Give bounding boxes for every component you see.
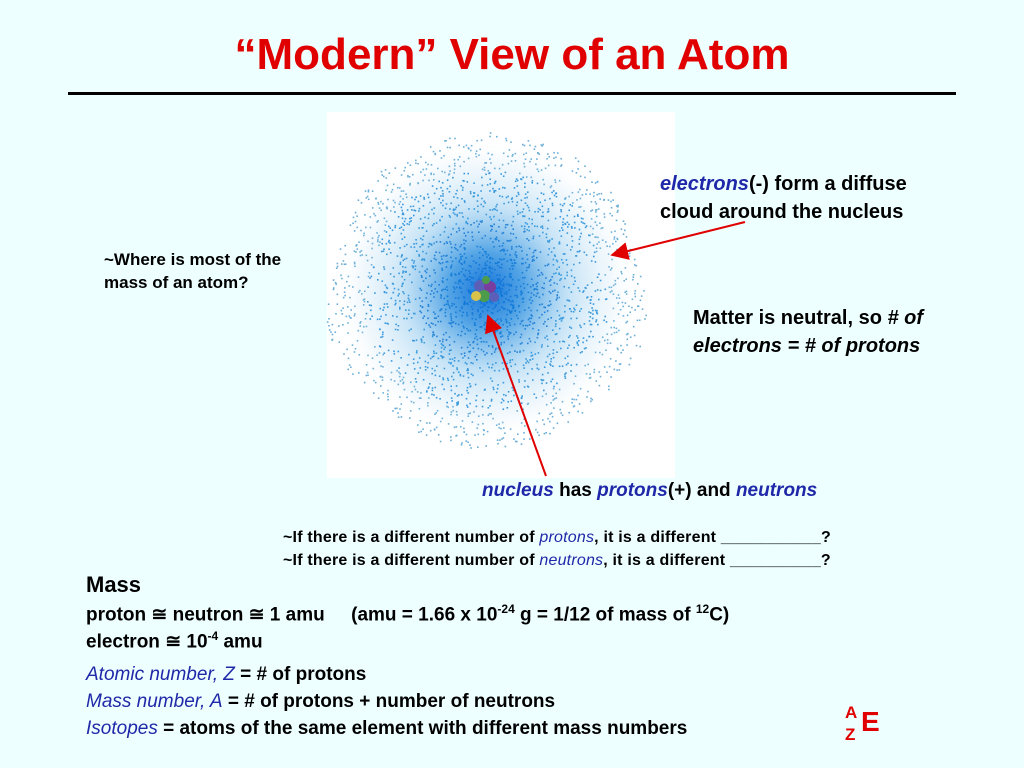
carbon-12-superscript: 12 <box>695 602 710 616</box>
cloud-dot <box>350 366 352 368</box>
neutral-note-text: Matter is neutral, so <box>693 307 888 329</box>
cloud-dot <box>582 412 584 414</box>
protons-term: protons <box>597 480 668 501</box>
cloud-dot <box>630 358 632 360</box>
cloud-dot <box>378 397 380 399</box>
cloud-dot <box>595 182 597 184</box>
cloud-dot <box>608 386 610 388</box>
cloud-dot <box>469 444 471 446</box>
cloud-dot <box>328 325 330 327</box>
cloud-dot <box>623 220 625 222</box>
cloud-dot <box>332 339 334 341</box>
cloud-dot <box>608 389 610 391</box>
cloud-dot <box>430 146 432 148</box>
cloud-dot <box>620 363 622 365</box>
q1-emphasis: protons <box>539 529 595 546</box>
cloud-dot <box>392 410 394 412</box>
cloud-dot <box>645 315 647 317</box>
cloud-dot <box>616 205 618 207</box>
cloud-dot <box>389 172 391 174</box>
cloud-dot <box>333 287 335 289</box>
cloud-dot <box>590 401 592 403</box>
neutral-note-emphasis-line2: electrons = # of protons <box>693 335 921 357</box>
cloud-dot <box>506 140 508 142</box>
cloud-dot <box>332 334 334 336</box>
cloud-dot <box>567 421 569 423</box>
cloud-dot <box>610 201 612 203</box>
cloud-dot <box>467 442 469 444</box>
cloud-dot <box>577 411 579 413</box>
cloud-dot <box>591 181 593 183</box>
cloud-dot <box>327 321 329 323</box>
cloud-dot <box>633 326 635 328</box>
cloud-dot <box>644 318 646 320</box>
cloud-dot <box>355 212 357 214</box>
q1-suffix: , it is a different <box>594 529 721 546</box>
q2-suffix: , it is a different <box>603 552 730 569</box>
cloud-dot <box>401 416 403 418</box>
cloud-dot <box>496 136 498 138</box>
cloud-dot <box>634 264 636 266</box>
cloud-dot <box>560 158 562 160</box>
cloud-dot <box>377 180 379 182</box>
cloud-dot <box>629 364 631 366</box>
cloud-dot <box>589 171 591 173</box>
mass-number-text: = # of protons + number of neutrons <box>222 691 556 712</box>
nucleus-label <box>482 480 817 502</box>
neutrons-question <box>283 552 831 570</box>
electrons-description: (-) form a diffuse <box>748 173 907 195</box>
cloud-dot <box>639 320 641 322</box>
cloud-dot <box>535 146 537 148</box>
cloud-dot <box>634 259 636 261</box>
cloud-dot <box>630 336 632 338</box>
atomic-number-text: = # of protons <box>234 664 367 685</box>
mass-line1-text: proton ≅ neutron ≅ 1 amu (amu = 1.66 x 10 <box>86 604 498 626</box>
cloud-dot <box>364 382 366 384</box>
cloud-dot <box>624 230 626 232</box>
cloud-dot <box>529 438 531 440</box>
isotopes-term: Isotopes <box>86 718 158 739</box>
cloud-dot <box>616 369 618 371</box>
cloud-dot <box>358 199 360 201</box>
cloud-dot <box>385 169 387 171</box>
cloud-dot <box>640 300 642 302</box>
cloud-dot <box>521 443 523 445</box>
cloud-dot <box>365 190 367 192</box>
cloud-dot <box>612 199 614 201</box>
nucleus-has-text: has <box>553 480 598 501</box>
cloud-dot <box>328 318 330 320</box>
cloud-dot <box>445 140 447 142</box>
cloud-dot <box>542 144 544 146</box>
q1-prefix: ~If there is a different number of <box>283 529 540 546</box>
cloud-dot <box>642 308 644 310</box>
notation-atomic-number: Z <box>845 725 856 744</box>
cloud-dot <box>353 217 355 219</box>
cloud-dot <box>544 433 546 435</box>
cloud-dot <box>538 435 540 437</box>
mass-line2-unit: amu <box>218 631 263 653</box>
mass-line-proton-neutron <box>86 602 729 626</box>
cloud-dot <box>597 181 599 183</box>
cloud-dot <box>454 138 456 140</box>
cloud-dot <box>337 263 339 265</box>
cloud-dot <box>637 306 639 308</box>
q2-blank: __________ <box>729 552 821 569</box>
cloud-dot <box>336 267 338 269</box>
slide-title: “Modern” View of an Atom <box>234 30 790 79</box>
q2-prefix: ~If there is a different number of <box>283 552 540 569</box>
cloud-dot <box>553 427 555 429</box>
cloud-dot <box>426 434 428 436</box>
cloud-dot <box>366 197 368 199</box>
cloud-dot <box>373 392 375 394</box>
cloud-dot <box>346 349 348 351</box>
cloud-dot <box>461 444 463 446</box>
cloud-dot <box>637 283 639 285</box>
cloud-dot <box>449 138 451 140</box>
cloud-dot <box>537 432 539 434</box>
cloud-dot <box>470 447 472 449</box>
mass-number-definition <box>86 691 555 713</box>
cloud-dot <box>541 144 543 146</box>
cloud-dot <box>499 439 501 441</box>
cloud-dot <box>577 168 579 170</box>
atomic-number-term: Atomic number, Z <box>86 664 235 685</box>
cloud-dot <box>361 202 363 204</box>
mass-line2-text: electron ≅ 10 <box>86 631 208 653</box>
question-line1: ~Where is most of the <box>104 250 282 269</box>
cloud-dot <box>637 320 639 322</box>
cloud-dot <box>485 445 487 447</box>
cloud-dot <box>358 372 360 374</box>
mass-exponent-24: -24 <box>497 602 515 616</box>
protons-question <box>283 529 831 547</box>
electrons-description-line2: cloud around the nucleus <box>660 201 904 223</box>
cloud-dot <box>529 145 531 147</box>
cloud-dot <box>398 416 400 418</box>
cloud-dot <box>330 331 332 333</box>
cloud-dot <box>640 276 642 278</box>
cloud-dot <box>397 412 399 414</box>
cloud-dot <box>335 331 337 333</box>
neutral-matter-note <box>693 304 923 360</box>
cloud-dot <box>557 152 559 154</box>
cloud-dot <box>610 192 612 194</box>
cloud-dot <box>505 446 507 448</box>
cloud-dot <box>367 196 369 198</box>
cloud-dot <box>422 428 424 430</box>
cloud-dot <box>339 341 341 343</box>
cloud-dot <box>528 140 530 142</box>
cloud-dot <box>333 279 335 281</box>
electrons-term: electrons <box>660 173 749 195</box>
cloud-dot <box>381 174 383 176</box>
cloud-dot <box>383 176 385 178</box>
cloud-dot <box>489 136 491 138</box>
cloud-dot <box>338 325 340 327</box>
cloud-dot <box>553 152 555 154</box>
mass-line1-text-b: g = 1/12 of mass of <box>514 604 696 626</box>
cloud-dot <box>348 358 350 360</box>
cloud-dot <box>619 369 621 371</box>
cloud-dot <box>617 210 619 212</box>
cloud-dot <box>466 440 468 442</box>
cloud-dot <box>505 138 507 140</box>
cloud-dot <box>624 223 626 225</box>
cloud-dot <box>440 441 442 443</box>
cloud-dot <box>418 431 420 433</box>
question-line2: mass of an atom? <box>104 273 249 292</box>
isotopes-definition <box>86 718 687 740</box>
cloud-dot <box>340 248 342 250</box>
mass-line-electron <box>86 629 263 653</box>
cloud-dot <box>575 157 577 159</box>
cloud-dot <box>516 441 518 443</box>
mass-location-question <box>104 248 281 294</box>
cloud-dot <box>438 434 440 436</box>
atomic-number-definition <box>86 664 366 686</box>
cloud-dot <box>626 344 628 346</box>
cloud-dot <box>347 369 349 371</box>
cloud-dot <box>335 313 337 315</box>
cloud-dot <box>614 369 616 371</box>
nucleus-term: nucleus <box>482 480 554 501</box>
cloud-dot <box>461 442 463 444</box>
cloud-dot <box>417 424 419 426</box>
q2-end: ? <box>820 552 831 569</box>
cloud-dot <box>608 199 610 201</box>
cloud-dot <box>639 346 641 348</box>
cloud-dot <box>497 439 499 441</box>
cloud-dot <box>513 438 515 440</box>
cloud-dot <box>497 443 499 445</box>
q2-emphasis: neutrons <box>539 552 604 569</box>
cloud-dot <box>352 373 354 375</box>
neutral-note-emphasis: # of <box>887 307 924 329</box>
cloud-dot <box>545 432 547 434</box>
cloud-dot <box>420 431 422 433</box>
cloud-dot <box>549 433 551 435</box>
notation-element-symbol: E <box>861 706 880 737</box>
cloud-dot <box>610 376 612 378</box>
electron-mass-exponent: -4 <box>207 629 219 643</box>
cloud-dot <box>591 399 593 401</box>
mass-heading: Mass <box>86 572 142 597</box>
isotopes-text: = atoms of the same element with different mass numbers <box>157 718 688 739</box>
cloud-dot <box>634 335 636 337</box>
neutrons-term: neutrons <box>735 480 818 501</box>
cloud-dot <box>477 446 479 448</box>
cloud-dot <box>450 440 452 442</box>
nucleus-and-text: (+) and <box>667 480 736 501</box>
cloud-dot <box>641 295 643 297</box>
cloud-dot <box>450 436 452 438</box>
cloud-dot <box>490 132 492 134</box>
cloud-dot <box>368 189 370 191</box>
electrons-label <box>660 170 907 226</box>
q1-end: ? <box>820 529 831 546</box>
cloud-dot <box>395 167 397 169</box>
cloud-dot <box>349 364 351 366</box>
cloud-dot <box>617 211 619 213</box>
cloud-dot <box>557 423 559 425</box>
cloud-dot <box>381 171 383 173</box>
cloud-dot <box>523 438 525 440</box>
cloud-dot <box>584 165 586 167</box>
cloud-dot <box>328 303 330 305</box>
cloud-dot <box>643 290 645 292</box>
cloud-dot <box>329 329 331 331</box>
cloud-dot <box>578 161 580 163</box>
notation-mass-number: A <box>845 703 858 722</box>
cloud-dot <box>332 324 334 326</box>
q1-blank: ___________ <box>720 529 821 546</box>
cloud-dot <box>636 345 638 347</box>
cloud-dot <box>333 289 335 291</box>
cloud-dot <box>430 430 432 432</box>
mass-line1-text-c: C) <box>709 604 730 626</box>
mass-number-term: Mass number, A <box>86 691 223 712</box>
isotope-notation <box>845 703 885 747</box>
cloud-dot <box>617 205 619 207</box>
cloud-dot <box>368 191 370 193</box>
cloud-dot <box>636 265 638 267</box>
cloud-dot <box>343 353 345 355</box>
